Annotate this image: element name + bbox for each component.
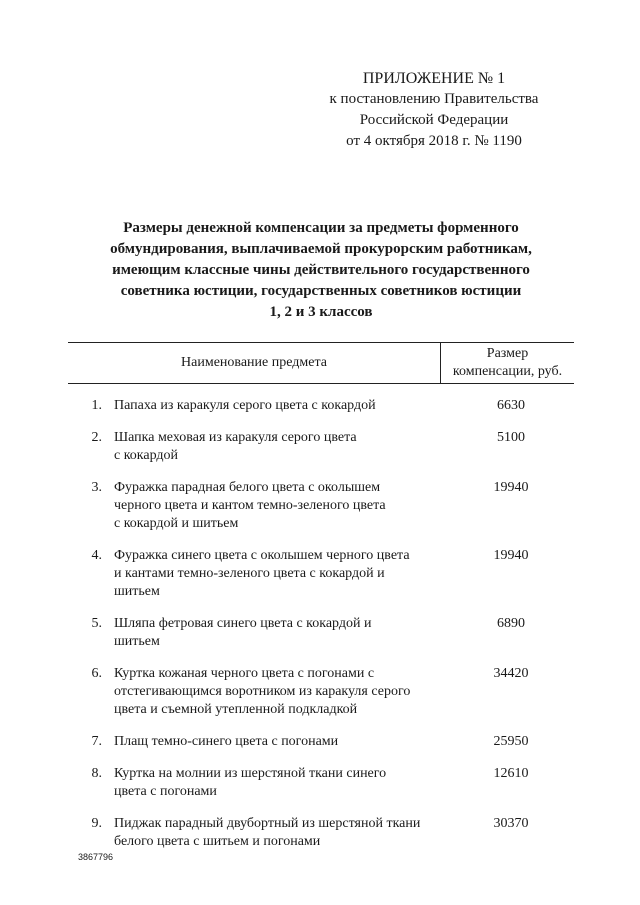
annex-line: к постановлению Правительства (329, 91, 539, 107)
row-number: 3. (91, 480, 102, 495)
row-number: 5. (91, 616, 102, 631)
title-line: 1, 2 и 3 классов (269, 304, 373, 320)
table-body (68, 397, 574, 851)
row-item-name: Шапка меховая из каракуля серого цвета с кокардой (114, 430, 357, 463)
title-line: Размеры денежной компенсации за предметы форменного (123, 220, 519, 236)
row-number: 7. (91, 734, 102, 749)
table-header (68, 342, 574, 384)
document-code: 3867796 (78, 852, 114, 862)
document-title (96, 218, 546, 323)
row-number: 6. (91, 666, 102, 681)
header-item-name: Наименование предмета (68, 343, 441, 383)
table-row (68, 765, 574, 801)
row-amount: 12610 (493, 766, 529, 781)
row-item-name: Папаха из каракуля серого цвета с кокардой (114, 398, 376, 413)
table-row (68, 615, 574, 651)
compensation-table (68, 342, 574, 851)
row-number: 1. (91, 398, 102, 413)
row-amount: 5100 (497, 430, 525, 445)
row-item-name: Шляпа фетровая синего цвета с кокардой и шитьем (114, 616, 372, 649)
annex-title: ПРИЛОЖЕНИЕ № 1 (362, 70, 506, 87)
row-item-name: Фуражка синего цвета с околышем черного цвета и кантами темно-зеленого цвета с кокардой и шитьем (114, 548, 410, 599)
title-line: имеющим классные чины действительного государственного (112, 262, 530, 278)
title-line: советника юстиции, государственных советников юстиции (120, 283, 522, 299)
table-row (68, 665, 574, 719)
row-amount: 30370 (493, 816, 529, 831)
row-item-name: Плащ темно-синего цвета с погонами (114, 734, 339, 749)
table-row (68, 815, 574, 851)
row-item-name: Куртка кожаная черного цвета с погонами с отстегивающимся воротником из каракуля серого цвета и съемной утепленной подкладкой (114, 666, 411, 717)
row-number: 2. (91, 430, 102, 445)
row-number: 9. (91, 816, 102, 831)
header-amount-line: компенсации, руб. (452, 364, 563, 379)
table-row (68, 397, 574, 415)
annex-line: Российской Федерации (359, 112, 509, 128)
table-row (68, 547, 574, 601)
row-number: 4. (91, 548, 102, 563)
row-amount: 19940 (493, 548, 529, 563)
annex-line: от 4 октября 2018 г. № 1190 (346, 133, 522, 149)
header-amount-line: Размер (486, 346, 529, 361)
title-line: обмундирования, выплачиваемой прокурорским работникам, (110, 241, 532, 257)
row-amount: 34420 (493, 666, 529, 681)
row-item-name: Куртка на молнии из шерстяной ткани синего цвета с погонами (114, 766, 387, 799)
annex-block (324, 68, 544, 152)
header-amount (441, 343, 574, 383)
row-item-name: Фуражка парадная белого цвета с околышем черного цвета и кантом темно-зеленого цвета с кокардой и шитьем (114, 480, 386, 531)
row-amount: 25950 (493, 734, 529, 749)
row-amount: 6890 (497, 616, 525, 631)
table-row (68, 479, 574, 533)
row-number: 8. (91, 766, 102, 781)
row-amount: 6630 (497, 398, 525, 413)
table-row (68, 733, 574, 751)
row-item-name: Пиджак парадный двубортный из шерстяной ткани белого цвета с шитьем и погонами (114, 816, 421, 849)
row-amount: 19940 (493, 480, 529, 495)
table-row (68, 429, 574, 465)
